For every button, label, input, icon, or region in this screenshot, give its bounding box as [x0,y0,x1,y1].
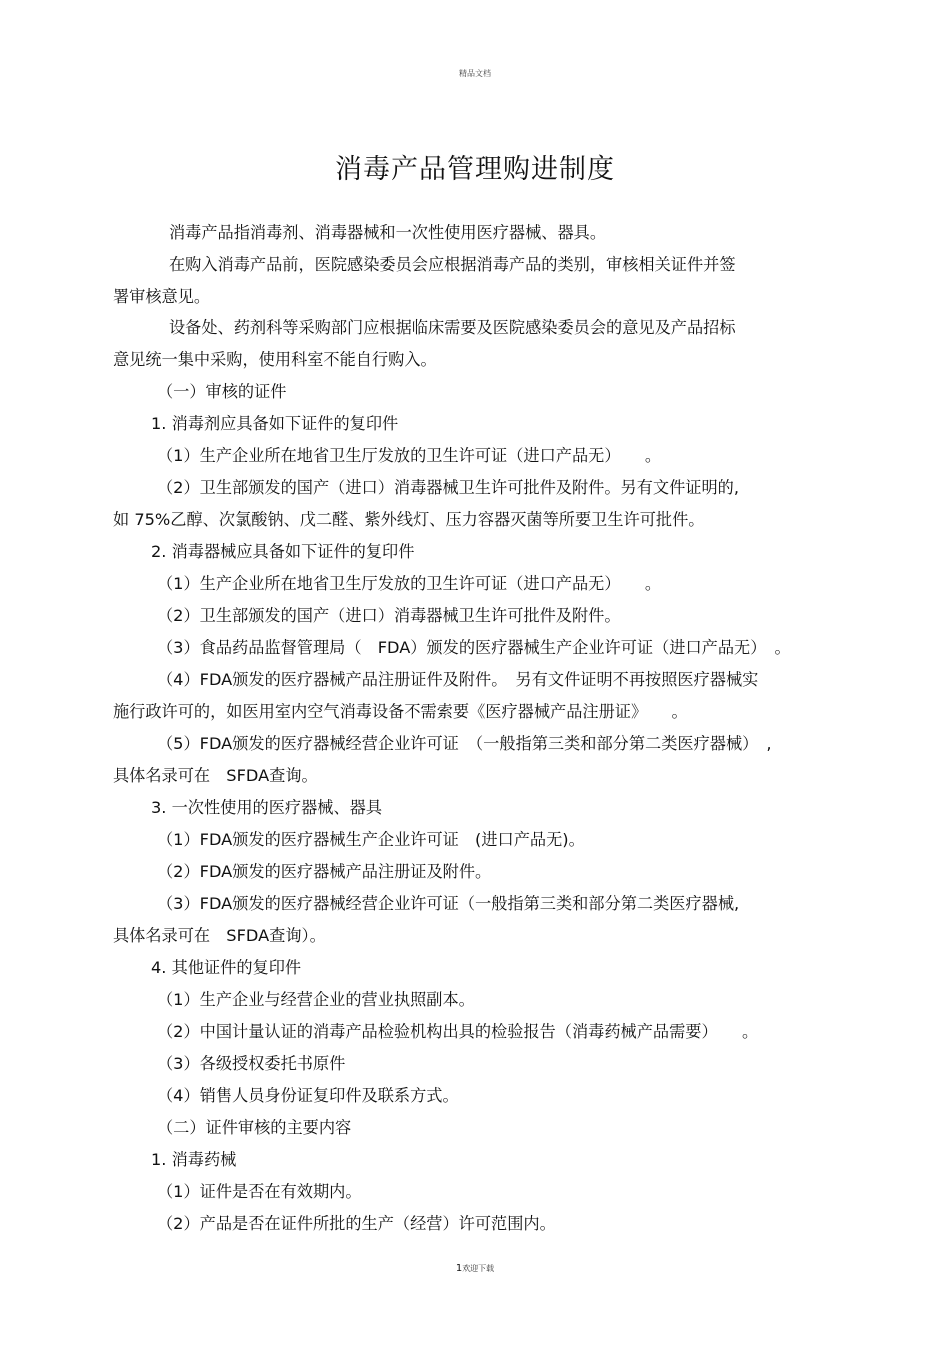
text-line: 署审核意见。 [113,287,211,306]
text-line: （2）FDA颁发的医疗器械产品注册证及附件。 [157,862,492,881]
text-line: 设备处、药剂科等采购部门应根据临床需要及医院感染委员会的意见及产品招标 [169,318,736,337]
section-heading: （二）证件审核的主要内容 [157,1118,352,1137]
text-line: （3）食品药品监督管理局（ FDA）颁发的医疗器械生产企业许可证（进口产品无） 。 [157,638,791,657]
text-line: （4）销售人员身份证复印件及联系方式。 [157,1086,459,1105]
text-line: （2）产品是否在证件所批的生产（经营）许可范围内。 [157,1214,556,1233]
text-line: 如 75%乙醇、次氯酸钠、戊二醛、紫外线灯、压力容器灭菌等所要卫生许可批件。 [113,510,705,529]
subsection-heading: 1. 消毒药械 [151,1150,237,1169]
header-mark: 精品文档 [459,69,491,78]
text-line: （2）卫生部颁发的国产（进口）消毒器械卫生许可批件及附件。另有文件证明的, [157,478,740,497]
section-heading: （一）审核的证件 [157,382,287,401]
text-line: （3）各级授权委托书原件 [157,1054,346,1073]
footer-text: 欢迎下载 [462,1264,495,1273]
text-line: （1）生产企业与经营企业的营业执照副本。 [157,990,475,1009]
subsection-heading: 1. 消毒剂应具备如下证件的复印件 [151,414,399,433]
text-line: （2）中国计量认证的消毒产品检验机构出具的检验报告（消毒药械产品需要） 。 [157,1022,759,1041]
page-footer [0,1263,950,1274]
subsection-heading: 2. 消毒器械应具备如下证件的复印件 [151,542,415,561]
text-line: 在购入消毒产品前，医院感染委员会应根据消毒产品的类别，审核相关证件并签 [169,255,736,274]
text-line: 意见统一集中采购，使用科室不能自行购入。 [113,350,437,369]
text-line: （2）卫生部颁发的国产（进口）消毒器械卫生许可批件及附件。 [157,606,621,625]
text-line: （1）生产企业所在地省卫生厅发放的卫生许可证（进口产品无） 。 [157,446,662,465]
text-line: （5）FDA颁发的医疗器械经营企业许可证 （一般指第三类和部分第二类医疗器械） , [157,734,772,753]
text-line: （1）FDA颁发的医疗器械生产企业许可证 (进口产品无)。 [157,830,585,849]
text-line: 具体名录可在 SFDA查询。 [113,766,318,785]
text-line: （3）FDA颁发的医疗器械经营企业许可证（一般指第三类和部分第二类医疗器械, [157,894,740,913]
text-line: （4）FDA颁发的医疗器械产品注册证件及附件。 另有文件证明不再按照医疗器械实 [157,670,759,689]
subsection-heading: 4. 其他证件的复印件 [151,958,302,977]
text-line: 具体名录可在 SFDA查询）。 [113,926,326,945]
document-title: 消毒产品管理购进制度 [335,154,615,185]
text-line: （1）生产企业所在地省卫生厅发放的卫生许可证（进口产品无） 。 [157,574,662,593]
text-line: 消毒产品指消毒剂、消毒器械和一次性使用医疗器械、器具。 [169,223,607,242]
subsection-heading: 3. 一次性使用的医疗器械、器具 [151,798,383,817]
page-number: 1 [455,1263,463,1274]
text-line: 施行政许可的，如医用室内空气消毒设备不需索要《医疗器械产品注册证》 。 [113,702,688,721]
text-line: （1）证件是否在有效期内。 [157,1182,362,1201]
